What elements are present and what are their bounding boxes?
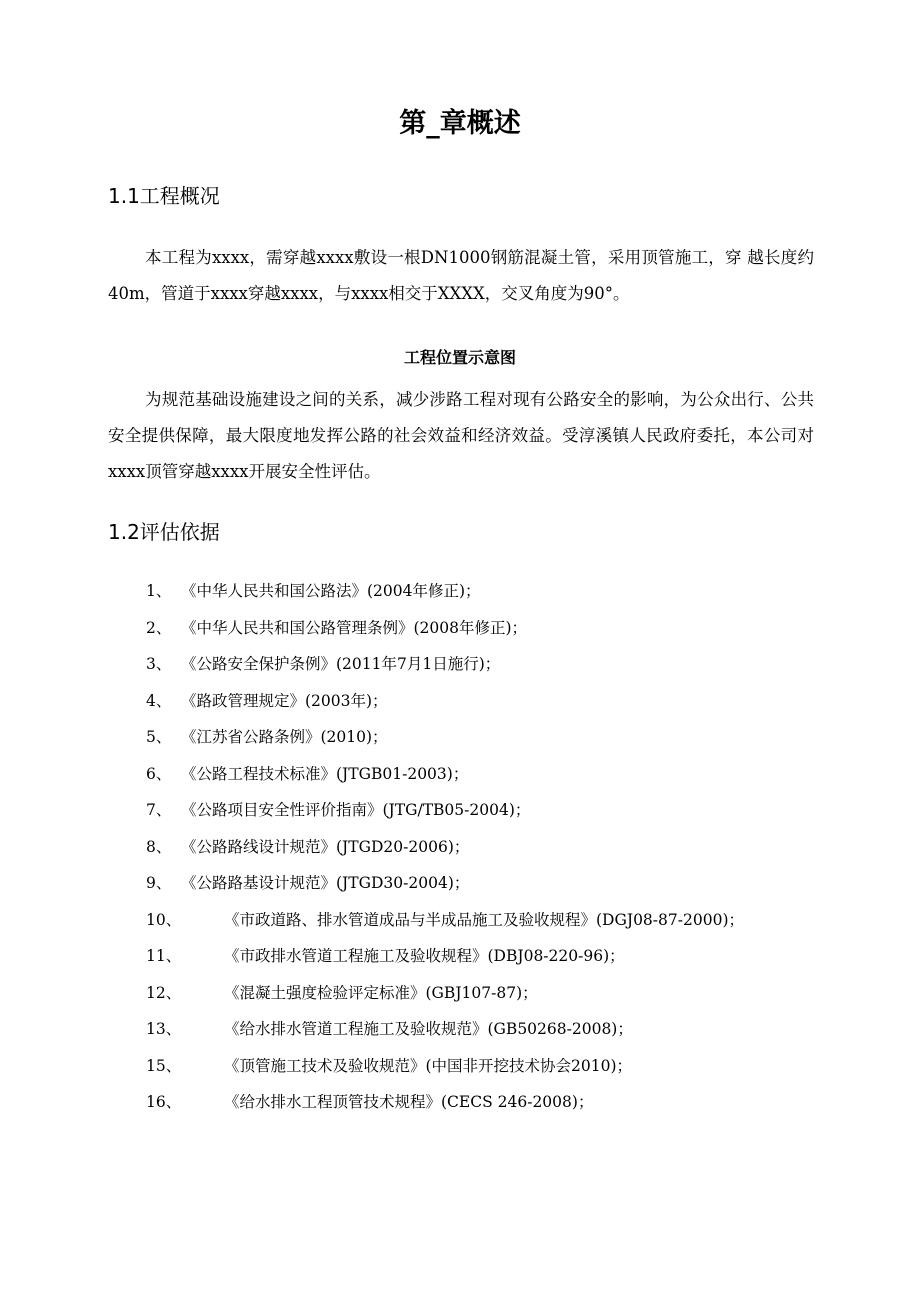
reference-item	[146, 646, 836, 683]
reference-text: 《公路项目安全性评价指南》(JTG/TB05-2004)；	[181, 801, 531, 819]
reference-text: 《给水排水管道工程施工及验收规范》(GB50268-2008)；	[224, 1020, 633, 1038]
reference-number: 7、	[146, 801, 172, 819]
reference-item	[146, 1011, 836, 1048]
reference-number: 16、	[146, 1093, 182, 1111]
reference-text: 《顶管施工技术及验收规范》(中国非开挖技术协会2010)；	[224, 1056, 633, 1075]
reference-text: 《混凝土强度检验评定标准》(GBJ107-87)；	[224, 983, 538, 1002]
reference-number: 1、	[146, 582, 172, 600]
reference-text: 《中华人民共和国公路法》(2004年修正)；	[181, 582, 481, 600]
reference-item	[146, 719, 836, 756]
reference-item	[146, 756, 836, 793]
reference-number: 2、	[146, 618, 172, 637]
reference-item	[146, 865, 836, 902]
reference-item	[146, 938, 836, 975]
reference-number: 15、	[146, 1056, 182, 1075]
reference-number: 13、	[146, 1020, 182, 1038]
reference-number: 8、	[146, 837, 172, 856]
figure-caption: 工程位置示意图	[403, 348, 516, 367]
reference-item	[146, 792, 836, 829]
reference-text: 《公路路基设计规范》(JTGD30-2004)；	[181, 874, 470, 892]
reference-number: 3、	[146, 655, 172, 673]
reference-number: 10、	[146, 910, 182, 929]
reference-text: 《公路安全保护条例》(2011年7月1日施行)；	[181, 655, 501, 673]
reference-text: 《给水排水工程顶管技术规程》(CECS 246-2008)；	[224, 1093, 594, 1111]
reference-item	[146, 1084, 836, 1121]
reference-number: 12、	[146, 983, 182, 1002]
reference-list	[146, 573, 836, 1121]
reference-number: 5、	[146, 728, 172, 746]
reference-text: 《市政排水管道工程施工及验收规程》(DBJ08-220-96)；	[224, 947, 625, 965]
section-heading-1-1: 1.1工程概况	[108, 184, 220, 208]
reference-item	[146, 829, 836, 866]
reference-item	[146, 610, 836, 647]
reference-number: 9、	[146, 874, 172, 892]
reference-item	[146, 1048, 836, 1085]
reference-text: 《江苏省公路条例》(2010)；	[181, 728, 388, 746]
reference-number: 6、	[146, 764, 172, 783]
project-overview-paragraph: 本工程为xxxx，需穿越xxxx敷设一根DN1000钢筋混凝土管，采用顶管施工，穿 越长度约40m，管道于xxxx穿越xxxx，与xxxx相交于XXXX，交叉角度为90°。	[108, 248, 814, 303]
reference-item	[146, 902, 836, 939]
section-heading-1-2: 1.2评估依据	[108, 520, 220, 544]
reference-number: 11、	[146, 947, 182, 965]
reference-item	[146, 975, 836, 1012]
reference-text: 《市政道路、排水管道成品与半成品施工及验收规程》(DGJ08-87-2000)；	[224, 910, 744, 929]
chapter-title: 第_章概述	[399, 108, 521, 139]
reference-text: 《公路路线设计规范》(JTGD20-2006)；	[181, 837, 470, 856]
reference-item	[146, 683, 836, 720]
reference-number: 4、	[146, 691, 172, 710]
reference-text: 《中华人民共和国公路管理条例》(2008年修正)；	[181, 618, 528, 637]
purpose-paragraph: 为规范基础设施建设之间的关系，减少涉路工程对现有公路安全的影响，为公众出行、公共安全提供保障，最大限度地发挥公路的社会效益和经济效益。受淳溪镇人民政府委托，本公司对xxxx顶管穿越xxxx开展安全性评估。	[108, 390, 814, 481]
reference-item	[146, 573, 836, 610]
reference-text: 《路政管理规定》(2003年)；	[181, 691, 388, 710]
reference-text: 《公路工程技术标准》(JTGB01-2003)；	[181, 764, 469, 783]
